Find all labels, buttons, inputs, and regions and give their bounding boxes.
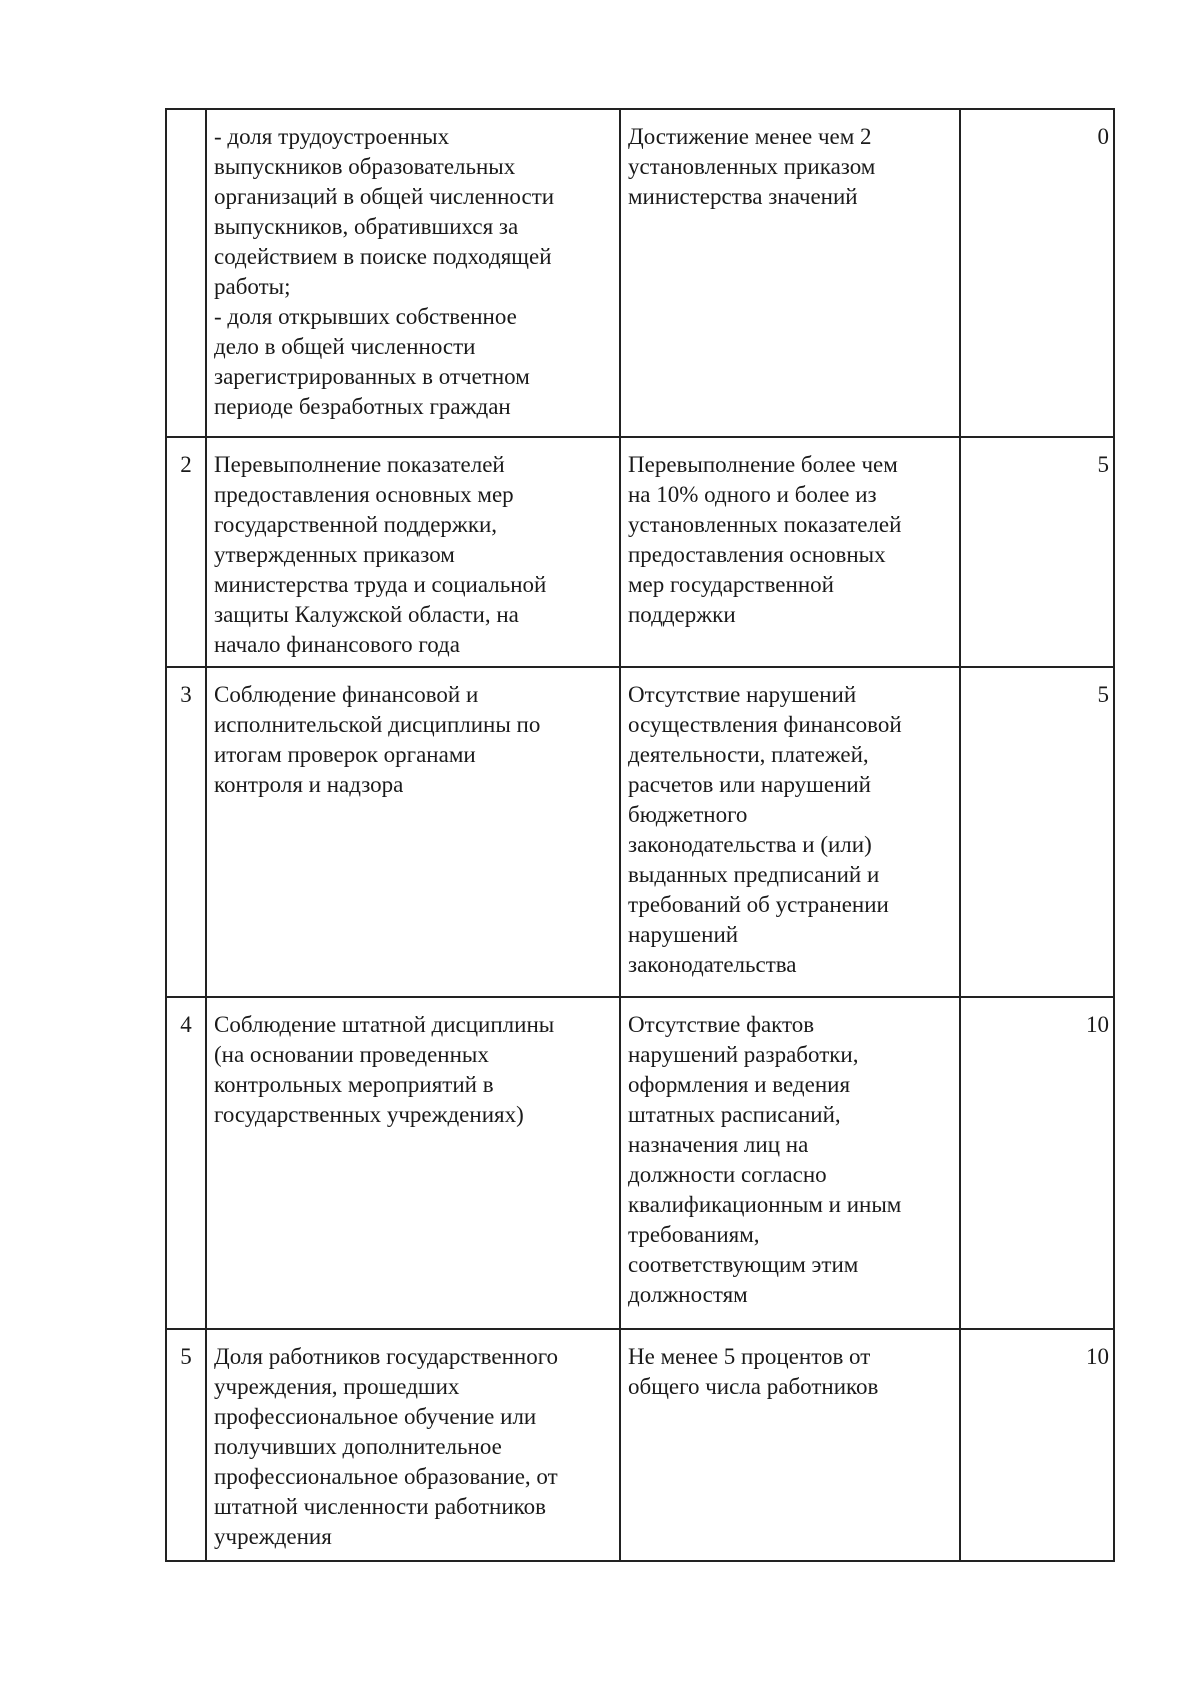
table-row <box>166 109 1114 437</box>
row-number: 3 <box>166 667 206 997</box>
text-line: бюджетного <box>628 802 748 827</box>
text-line: контроля и надзора <box>214 772 404 797</box>
text-line: Перевыполнение более чем <box>628 452 898 477</box>
score-cell: 0 <box>960 109 1114 437</box>
text-line: Отсутствие фактов <box>628 1012 815 1037</box>
text-line: защиты Калужской области, на <box>214 602 519 627</box>
text-line: выпускников образовательных <box>214 154 516 179</box>
criterion-cell <box>206 109 620 437</box>
text-line: содействием в поиске подходящей <box>214 244 552 269</box>
text-line: требований об устранении <box>628 892 889 917</box>
text-line: периоде безработных граждан <box>214 394 511 419</box>
table-row <box>166 997 1114 1329</box>
text-line: соответствующим этим <box>628 1252 859 1277</box>
text-line: получивших дополнительное <box>214 1434 502 1459</box>
row-number: 4 <box>166 997 206 1329</box>
row-number <box>166 109 206 437</box>
condition-cell <box>620 437 960 667</box>
text-line: (на основании проведенных <box>214 1042 489 1067</box>
text-line: оформления и ведения <box>628 1072 851 1097</box>
text-line: Перевыполнение показателей <box>214 452 505 477</box>
text-line: общего числа работников <box>628 1374 879 1399</box>
text-line: предоставления основных мер <box>214 482 514 507</box>
criterion-cell <box>206 1329 620 1561</box>
text-line: деятельности, платежей, <box>628 742 869 767</box>
text-line: дело в общей численности <box>214 334 476 359</box>
text-line: штатных расписаний, <box>628 1102 841 1127</box>
text-line: поддержки <box>628 602 736 627</box>
text-line: должности согласно <box>628 1162 827 1187</box>
text-line: контрольных мероприятий в <box>214 1072 494 1097</box>
row-number: 5 <box>166 1329 206 1561</box>
text-line: установленных показателей <box>628 512 902 537</box>
text-line: - доля трудоустроенных <box>214 124 450 149</box>
condition-cell <box>620 997 960 1329</box>
table-row <box>166 437 1114 667</box>
text-line: должностям <box>628 1282 748 1307</box>
criterion-cell <box>206 667 620 997</box>
criterion-cell <box>206 997 620 1329</box>
condition-cell <box>620 109 960 437</box>
text-line: Отсутствие нарушений <box>628 682 857 707</box>
text-line: штатной численности работников <box>214 1494 546 1519</box>
text-line: законодательства <box>628 952 797 977</box>
condition-cell <box>620 1329 960 1561</box>
score-cell: 10 <box>960 997 1114 1329</box>
row-number: 2 <box>166 437 206 667</box>
text-line: профессиональное обучение или <box>214 1404 537 1429</box>
text-line: утвержденных приказом <box>214 542 455 567</box>
text-line: законодательства и (или) <box>628 832 872 857</box>
text-line: начало финансового года <box>214 632 460 657</box>
text-line: нарушений <box>628 922 739 947</box>
text-line: квалификационным и иным <box>628 1192 902 1217</box>
text-line: Соблюдение финансовой и <box>214 682 479 707</box>
text-line: учреждения <box>214 1524 332 1549</box>
condition-cell <box>620 667 960 997</box>
text-line: зарегистрированных в отчетном <box>214 364 530 389</box>
text-line: Не менее 5 процентов от <box>628 1344 871 1369</box>
text-line: итогам проверок органами <box>214 742 476 767</box>
criteria-table <box>165 108 1115 1562</box>
score-cell: 5 <box>960 667 1114 997</box>
table-row <box>166 667 1114 997</box>
text-line: на 10% одного и более из <box>628 482 877 507</box>
text-line: профессиональное образование, от <box>214 1464 558 1489</box>
text-line: выпускников, обратившихся за <box>214 214 519 239</box>
criterion-cell <box>206 437 620 667</box>
text-line: мер государственной <box>628 572 834 597</box>
text-line: государственной поддержки, <box>214 512 498 537</box>
text-line: предоставления основных <box>628 542 886 567</box>
text-line: организаций в общей численности <box>214 184 555 209</box>
text-line: исполнительской дисциплины по <box>214 712 541 737</box>
score-cell: 5 <box>960 437 1114 667</box>
score-cell: 10 <box>960 1329 1114 1561</box>
text-line: Соблюдение штатной дисциплины <box>214 1012 555 1037</box>
text-line: выданных предписаний и <box>628 862 880 887</box>
text-line: нарушений разработки, <box>628 1042 859 1067</box>
text-line: Достижение менее чем 2 <box>628 124 872 149</box>
text-line: назначения лиц на <box>628 1132 809 1157</box>
text-line: Доля работников государственного <box>214 1344 559 1369</box>
text-line: расчетов или нарушений <box>628 772 871 797</box>
text-line: - доля открывших собственное <box>214 304 517 329</box>
text-line: работы; <box>214 274 291 299</box>
text-line: требованиям, <box>628 1222 760 1247</box>
text-line: государственных учреждениях) <box>214 1102 524 1127</box>
text-line: министерства значений <box>628 184 858 209</box>
text-line: министерства труда и социальной <box>214 572 547 597</box>
text-line: осуществления финансовой <box>628 712 902 737</box>
text-line: учреждения, прошедших <box>214 1374 460 1399</box>
table-row <box>166 1329 1114 1561</box>
text-line: установленных приказом <box>628 154 876 179</box>
